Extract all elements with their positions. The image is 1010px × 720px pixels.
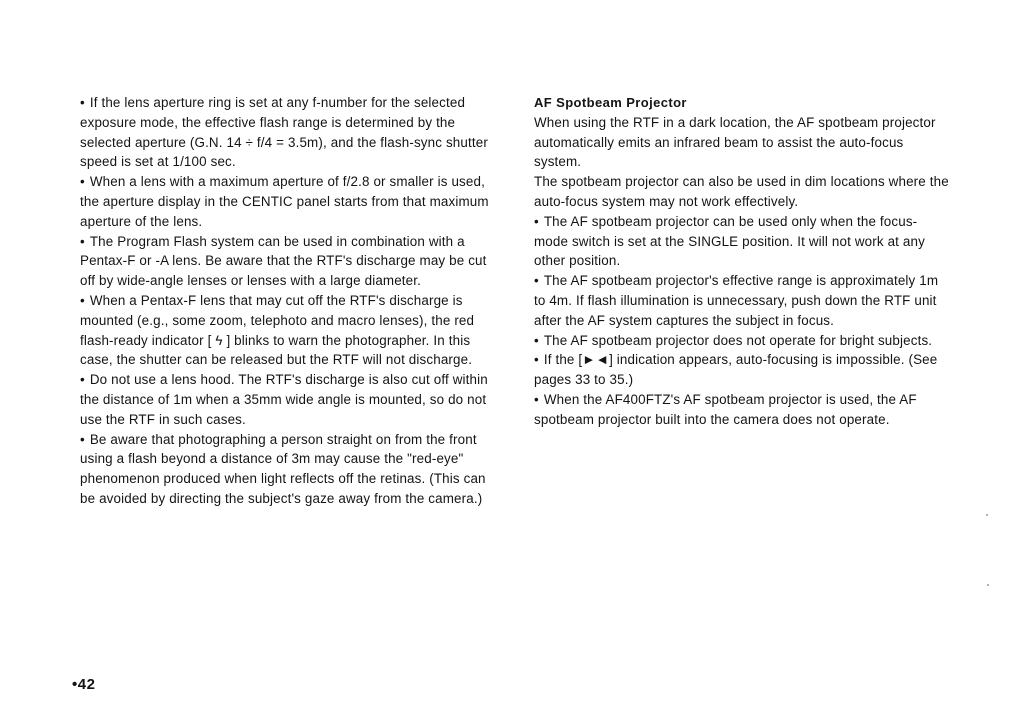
bullet-icon: •	[72, 676, 78, 693]
scan-speck	[987, 584, 989, 586]
left-column	[80, 93, 492, 509]
bullet-icon: •	[80, 292, 85, 308]
paragraph-text: When using the RTF in a dark location, the AF spotbeam projector automatically emits an infrared beam to assist the auto-focus system.	[534, 114, 936, 170]
right-paragraph	[534, 350, 950, 390]
paragraph-text: The Program Flash system can be used in combination with a Pentax-F or -A lens. Be aware that the RTF's discharge may be cut off by wide-angle lenses or lenses with a large diameter.	[80, 233, 487, 289]
left-paragraph	[80, 172, 492, 231]
right-paragraph	[534, 331, 950, 351]
paragraph-text: When a Pentax-F lens that may cut off the RTF's discharge is mounted (e.g., some zoom, telephoto and macro lenses), the red flash-ready indicator [ ϟ ] blinks to warn the photographer. In this case, the shutter can be released but the RTF will not discharge.	[80, 292, 475, 368]
paragraph-text: Be aware that photographing a person straight on from the front using a flash beyond a distance of 3m may cause the "red-eye" phenomenon produced when light reflects off the retinas. (This can be avoided by directing the subject's gaze away from the camera.)	[80, 431, 486, 506]
right-paragraph	[534, 390, 950, 430]
page-number-value: 42	[77, 676, 96, 693]
right-paragraph	[534, 271, 950, 330]
paragraph-text: The AF spotbeam projector's effective range is approximately 1m to 4m. If flash illumination is unnecessary, push down the RTF unit after the AF system captures the subject in focus.	[534, 273, 939, 328]
section-title: AF Spotbeam Projector	[534, 95, 687, 110]
page-number	[72, 676, 95, 693]
right-paragraph	[534, 172, 950, 212]
left-paragraph	[80, 232, 492, 291]
bullet-icon: •	[534, 352, 539, 368]
bullet-icon: •	[534, 213, 539, 229]
bullet-icon: •	[80, 95, 85, 110]
paragraph-text: If the [►◄] indication appears, auto-focusing is impossible. (See pages 33 to 35.)	[534, 352, 938, 388]
right-paragraph	[534, 113, 950, 172]
right-column	[534, 93, 950, 430]
bullet-icon: •	[534, 391, 539, 407]
paragraph-text: The spotbeam projector can also be used in dim locations where the auto-focus system may not work effectively.	[534, 174, 949, 209]
paragraph-text: If the lens aperture ring is set at any f-number for the selected exposure mode, the effective flash range is determined by the selected aperture (G.N. 14 ÷ f/4 = 3.5m), and the flash-sync shutter speed is set at 1/100 sec.	[80, 95, 488, 170]
right-paragraph	[534, 212, 950, 271]
left-paragraph	[80, 291, 492, 370]
scan-speck	[986, 514, 988, 516]
paragraph-text: Do not use a lens hood. The RTF's discharge is also cut off within the distance of 1m when a 35mm wide angle is mounted, so do not use the RTF in such cases.	[80, 372, 488, 427]
bullet-icon: •	[80, 431, 85, 447]
paragraph-text: The AF spotbeam projector does not operate for bright subjects.	[543, 332, 933, 348]
paragraph-text: The AF spotbeam projector can be used only when the focus-mode switch is set at the SINGLE position. It will not work at any other position.	[534, 213, 925, 269]
bullet-icon: •	[80, 372, 85, 388]
bullet-icon: •	[534, 273, 539, 289]
paragraph-text: When a lens with a maximum aperture of f/2.8 or smaller is used, the aperture display in the CENTIC panel starts from that maximum aperture of the lens.	[80, 174, 489, 229]
left-paragraph	[80, 370, 492, 429]
bullet-icon: •	[534, 332, 539, 348]
left-paragraph	[80, 430, 492, 509]
paragraph-text: When the AF400FTZ's AF spotbeam projector is used, the AF spotbeam projector built into the camera does not operate.	[534, 391, 917, 427]
bullet-icon: •	[80, 174, 85, 190]
bullet-icon: •	[80, 233, 85, 249]
left-paragraph	[80, 93, 492, 172]
